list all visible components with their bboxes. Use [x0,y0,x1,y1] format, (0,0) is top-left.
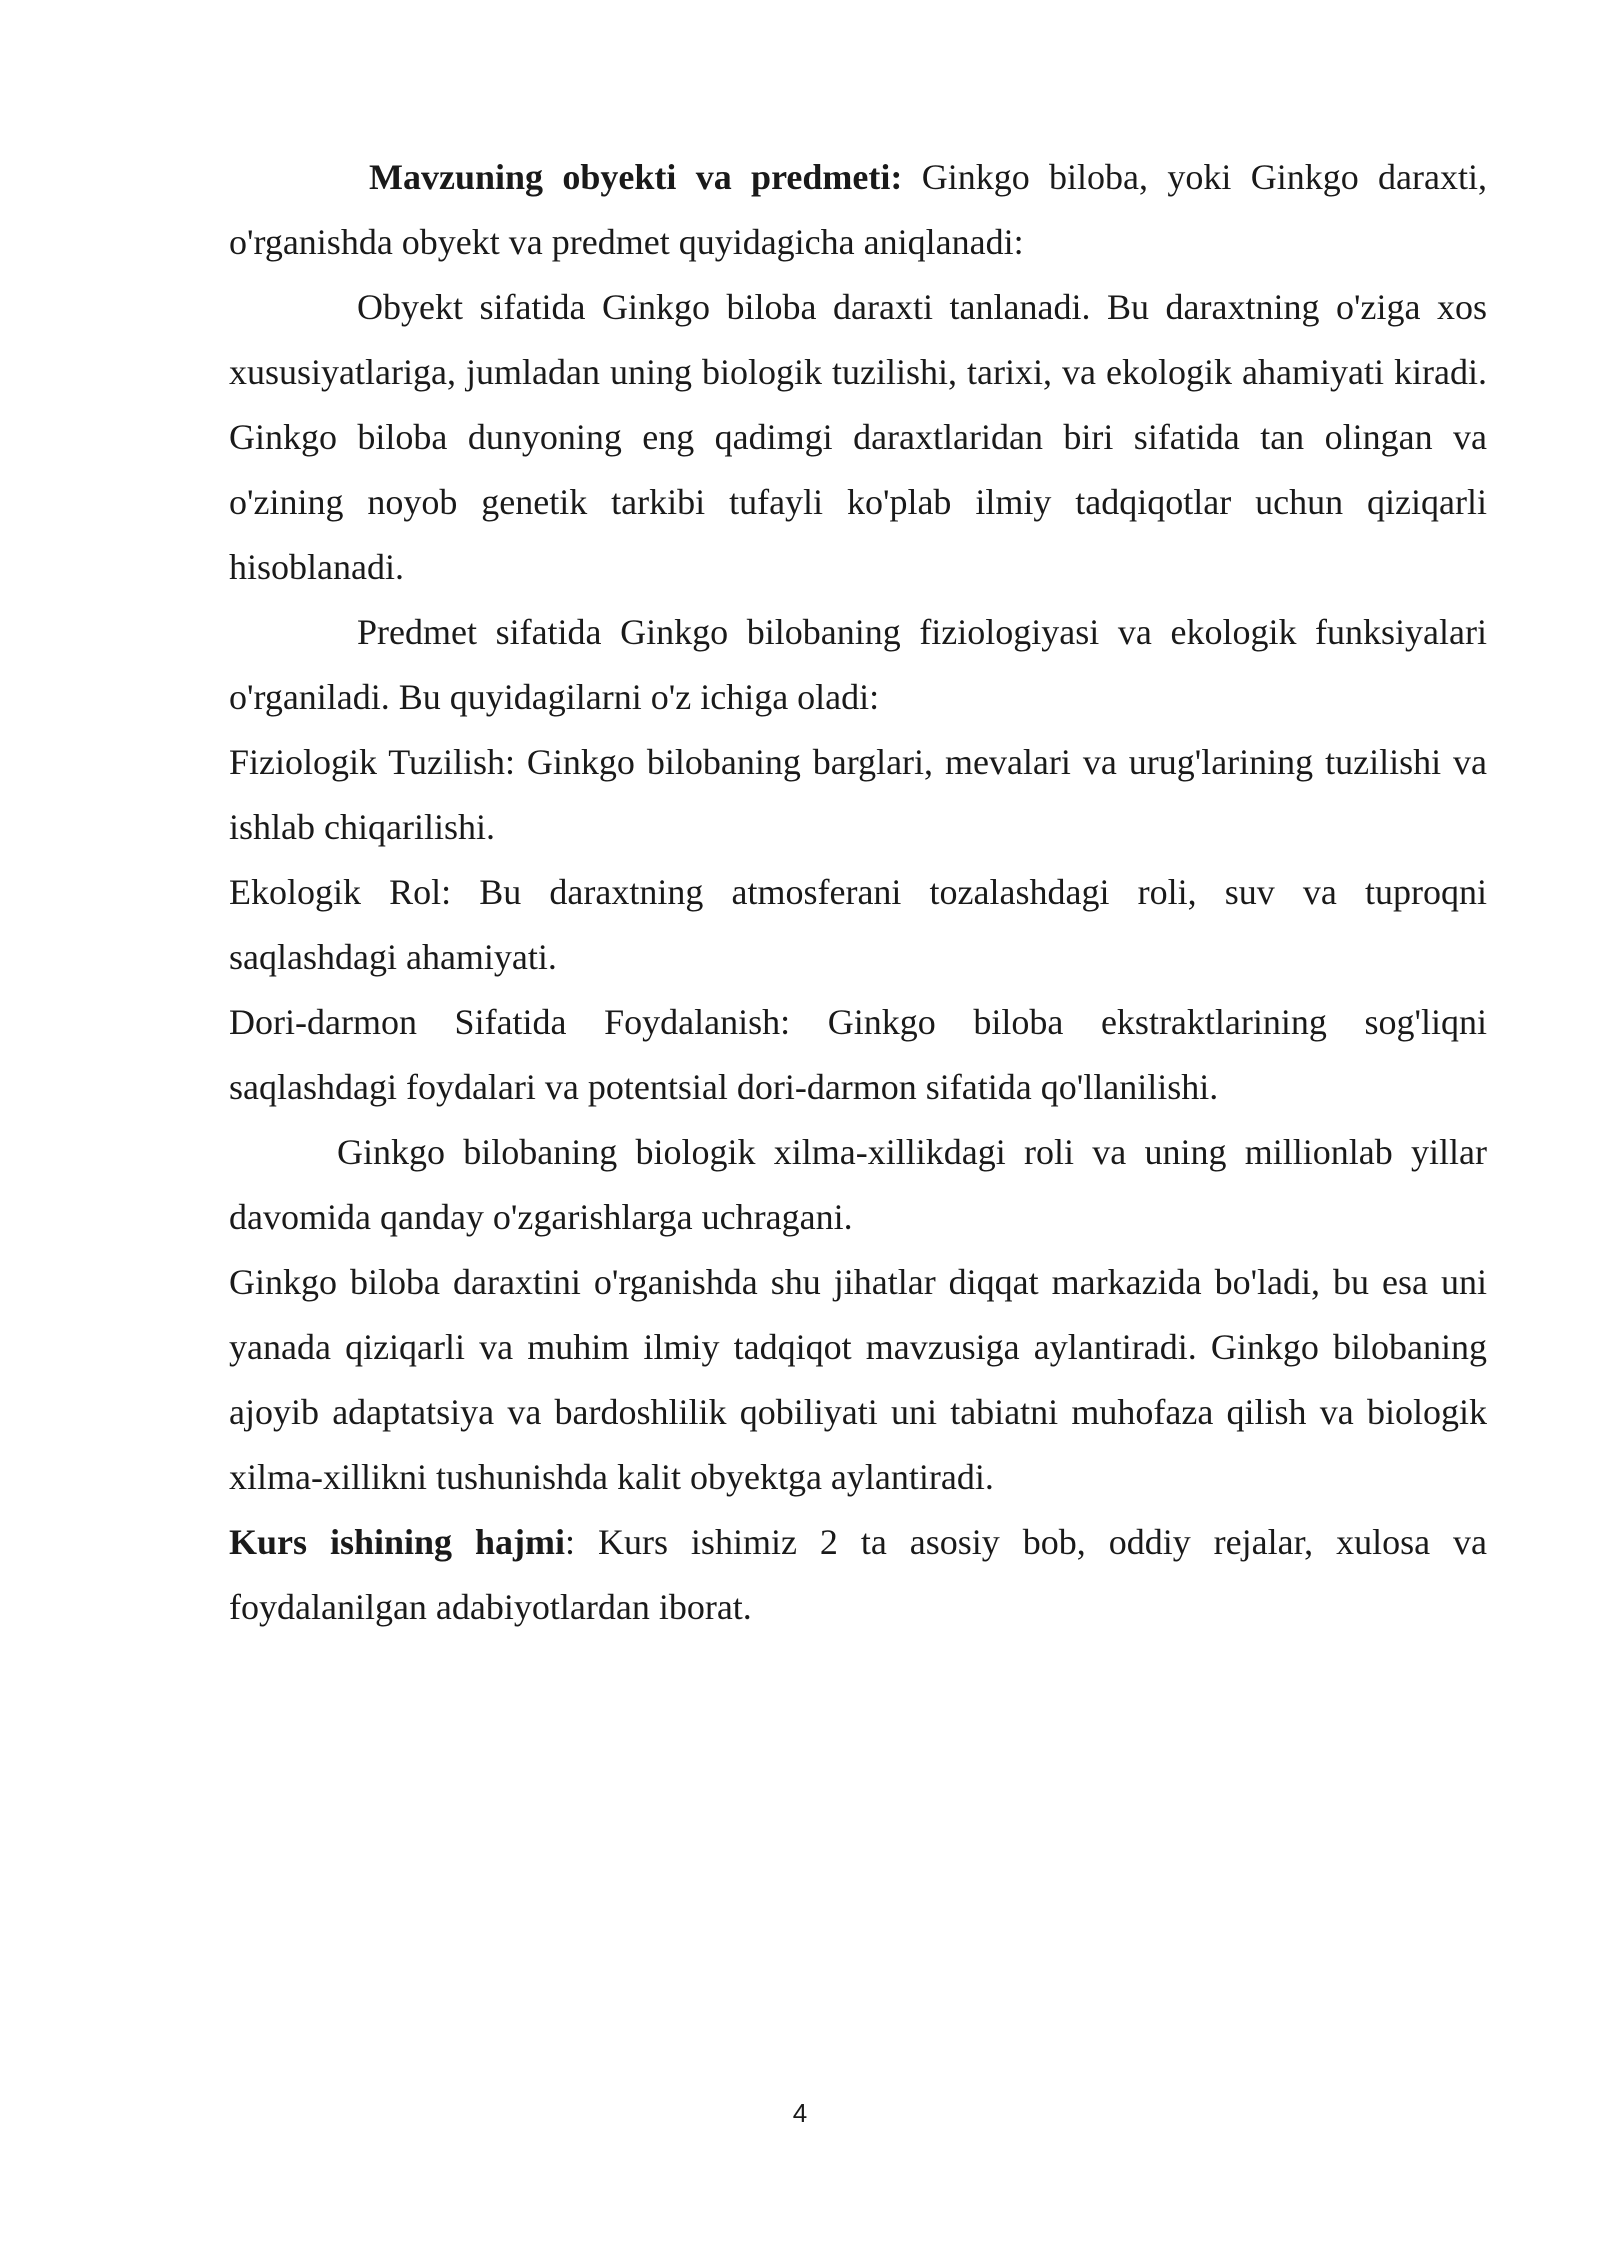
paragraph-heading: Mavzuning obyekti va predmeti: [369,157,903,197]
page-body [229,145,1487,1640]
paragraph-text: : Kurs ishimiz 2 ta asosiy bob, oddiy rejalar, xulosa va foydalanilgan adabiyotlardan iborat. [229,1522,1488,1627]
paragraph-physiology: Fiziologik Tuzilish: Ginkgo bilobaning barglari, mevalari va urug'larining tuzilishi va ishlab chiqarilishi. [229,742,1487,847]
paragraph-text: Ginkgo biloba, yoki Ginkgo daraxti, o'rganishda obyekt va predmet quyidagicha aniqlanadi: [229,157,1487,262]
paragraph-object-subject [229,145,1487,275]
paragraph-subject: Predmet sifatida Ginkgo bilobaning fiziologiyasi va ekologik funksiyalari o'rganiladi. Bu quyidagilarni o'z ichiga oladi: [229,612,1487,717]
paragraph-biodiversity: Ginkgo bilobaning biologik xilma-xillikdagi roli va uning millionlab yillar davomida qanday o'zgarishlarga uchragani. [229,1132,1487,1237]
paragraph-object: Obyekt sifatida Ginkgo biloba daraxti tanlanadi. Bu daraxtning o'ziga xos xususiyatlariga, jumladan uning biologik tuzilishi, tarixi, va ekologik ahamiyati kiradi. Ginkgo biloba dunyoning eng qadimgi daraxtlaridan biri sifatida tan olingan va o'zining noyob genetik tarkibi tufayli ko'plab ilmiy tadqiqotlar uchun qiziqarli hisoblanadi. [229,287,1487,587]
paragraph-medicine: Dori-darmon Sifatida Foydalanish: Ginkgo biloba ekstraktlarining sog'liqni saqlashdagi foydalari va potentsial dori-darmon sifatida qo'llanilishi. [229,1002,1487,1107]
paragraph-volume [229,1510,1487,1640]
paragraph-focus: Ginkgo biloba daraxtini o'rganishda shu jihatlar diqqat markazida bo'ladi, bu esa uni yanada qiziqarli va muhim ilmiy tadqiqot mavzusiga aylantiradi. Ginkgo bilobaning ajoyib adaptatsiya va bardoshlilik qobiliyati uni tabiatni muhofaza qilish va biologik xilma-xillikni tushunishda kalit obyektga aylantiradi. [229,1262,1487,1497]
paragraph-ecology: Ekologik Rol: Bu daraxtning atmosferani tozalashdagi roli, suv va tuproqni saqlashdagi ahamiyati. [229,872,1487,977]
page-number: 4 [792,2098,808,2128]
paragraph-heading: Kurs ishining hajmi [229,1522,566,1562]
